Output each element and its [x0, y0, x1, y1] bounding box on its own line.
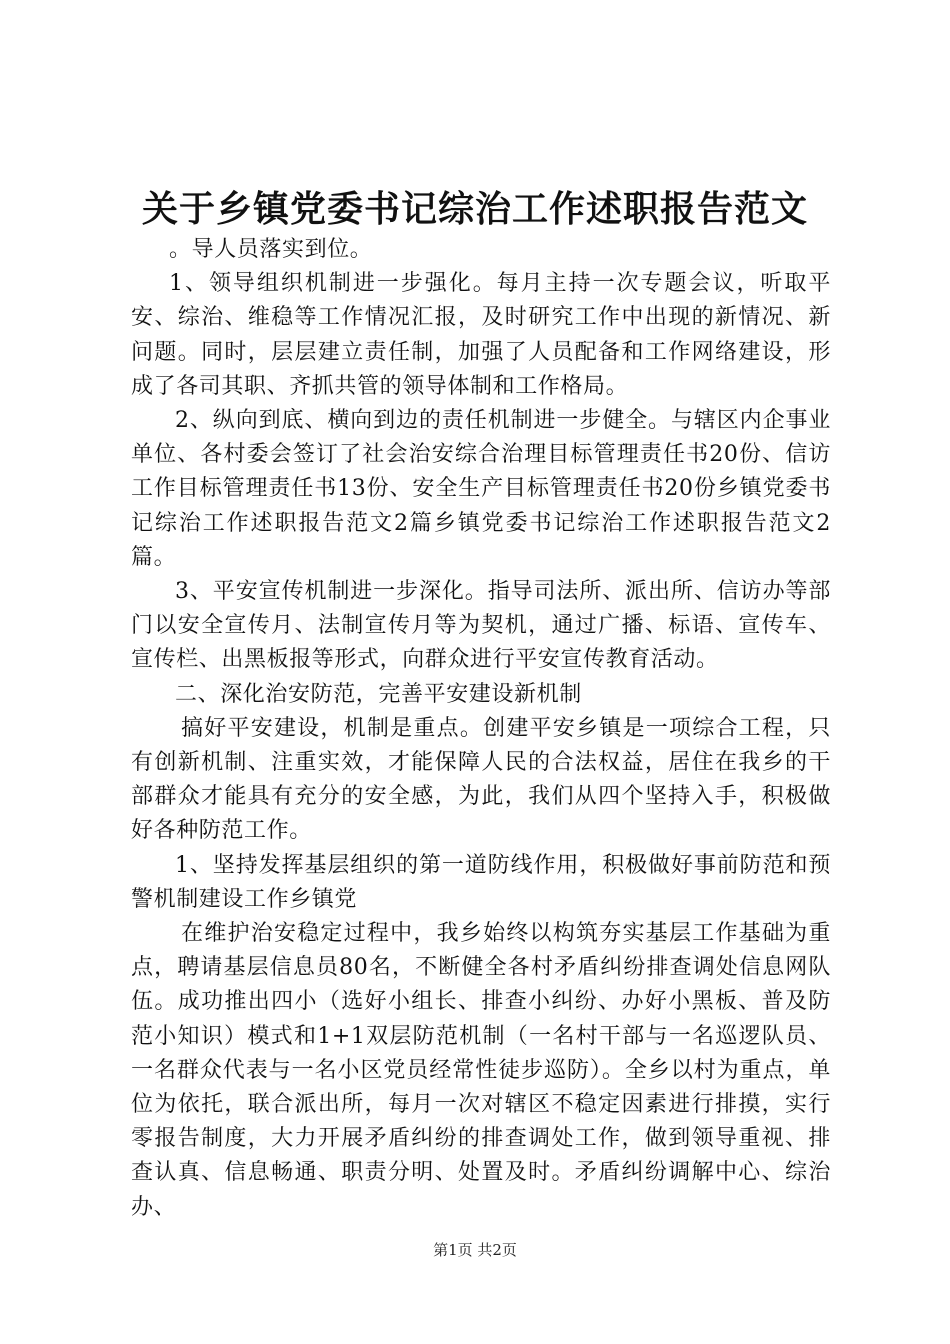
paragraph-6: 1、坚持发挥基层组织的第一道防线作用，积极做好事前防范和预警机制建设工作乡镇党 — [131, 852, 831, 912]
document-body — [131, 233, 831, 1225]
paragraph-4: 3、平安宣传机制进一步深化。指导司法所、派出所、信访办等部门以安全宣传月、法制宣传月等为契机，通过广播、标语、宣传车、宣传栏、出黑板报等形式，向群众进行平安宣传教育活动。 — [131, 579, 831, 673]
paragraph-2: 1、领导组织机制进一步强化。每月主持一次专题会议，听取平安、综治、维稳等工作情况汇报，及时研究工作中出现的新情况、新问题。同时，层层建立责任制，加强了人员配备和工作网络建设，形成了各司其职、齐抓共管的领导体制和工作格局。 — [131, 271, 831, 399]
paragraph-3: 2、纵向到底、横向到边的责任机制进一步健全。与辖区内企事业单位、各村委会签订了社会治安综合治理目标管理责任书20份、信访工作目标管理责任书13份、安全生产目标管理责任书20份乡镇党委书记综治工作述职报告范文2篇乡镇党委书记综治工作述职报告范文2篇。 — [131, 408, 831, 570]
paragraph-1: 。导人员落实到位。 — [169, 237, 373, 262]
section-heading-2: 二、深化治安防范，完善平安建设新机制 — [175, 681, 582, 707]
paragraph-5: 搞好平安建设，机制是重点。创建平安乡镇是一项综合工程，只有创新机制、注重实效，才能保障人民的合法权益，居住在我乡的干部群众才能具有充分的安全感，为此，我们从四个坚持入手，积极做好各种防范工作。 — [131, 715, 831, 844]
paragraph-7: 在维护治安稳定过程中，我乡始终以构筑夯实基层工作基础为重点，聘请基层信息员80名，不断健全各村矛盾纠纷排查调处信息网队伍。成功推出四小（选好小组长、排查小纠纷、办好小黑板、普及防范小知识）模式和1+1双层防范机制（一名村干部与一名巡逻队员、一名群众代表与一名小区党员经常性徒步巡防）。全乡以村为重点，单位为依托，联合派出所，每月一次对辖区不稳定因素进行排摸，实行零报告制度，大力开展矛盾纠纷的排查调处工作，做到领导重视、排查认真、信息畅通、职责分明、处置及时。矛盾纠纷调解中心、综治办、 — [131, 921, 831, 1220]
document-title: 关于乡镇党委书记综治工作述职报告范文 — [141, 188, 808, 230]
page-footer: 第1页 共2页 — [433, 1241, 517, 1259]
